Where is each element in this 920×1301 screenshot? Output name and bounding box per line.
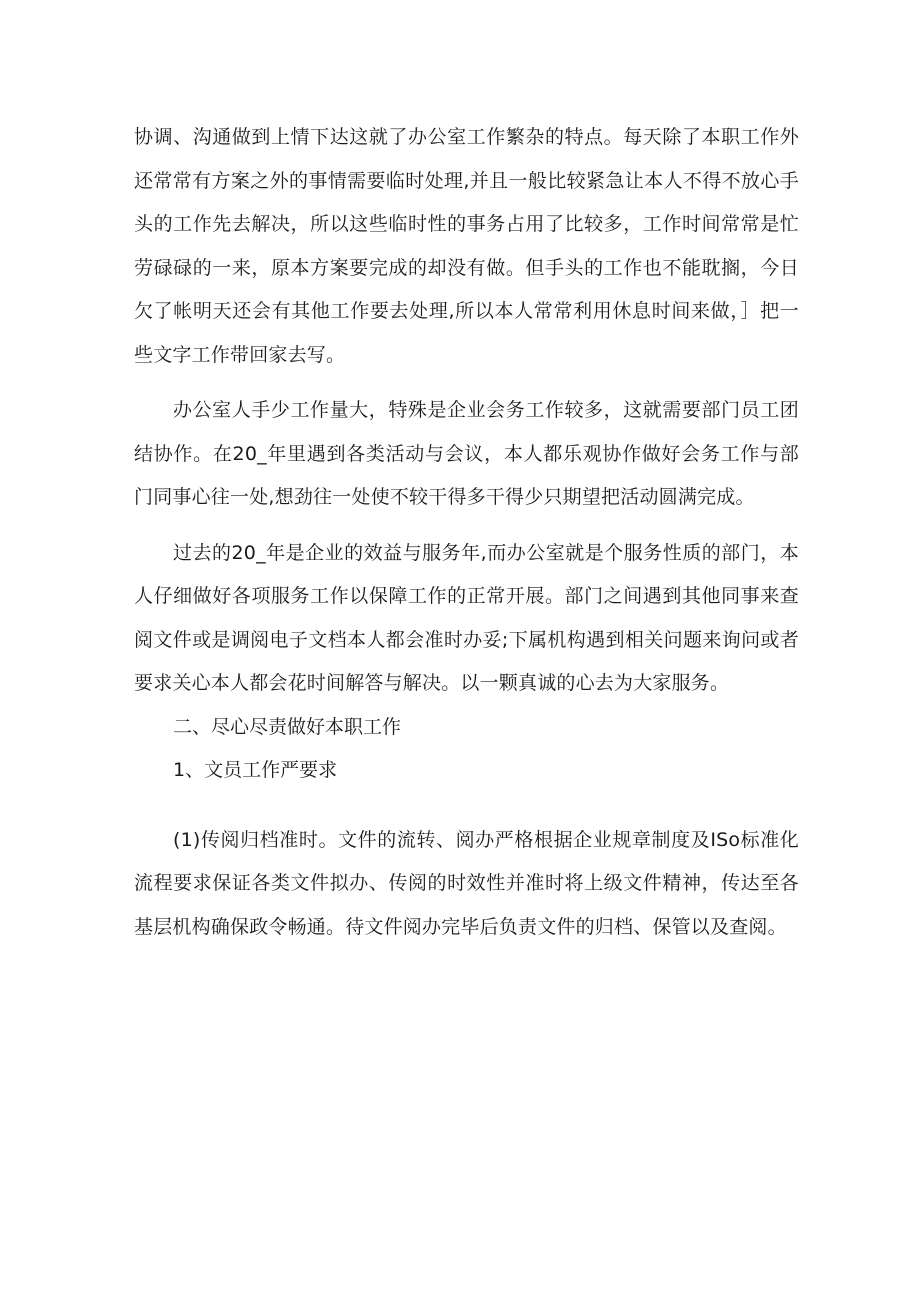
sub-heading: 1、文员工作严要求 — [173, 759, 338, 781]
document-body — [134, 116, 799, 949]
paragraph-teamwork: 办公室人手少工作量大，特殊是企业会务工作较多，这就需要部门员工团结协作。在20_年里遇到各类活动与会议，本人都乐观协作做好会务工作与部门同事心往一处,想劲往一处使不较干得多干得少只期望把活动圆满完成。 — [134, 399, 799, 508]
paragraph-document-circulation: (1)传阅归档准时。文件的流转、阅办严格根据企业规章制度及ISo标准化流程要求保证各类文件拟办、传阅的时效性并准时将上级文件精神，传达至各基层机构确保政令畅通。待文件阅办完毕后负责文件的归档、保管以及查阅。 — [134, 828, 799, 938]
paragraph-service-year: 过去的20_年是企业的效益与服务年,而办公室就是个服务性质的部门，本人仔细做好各项服务工作以保障工作的正常开展。部门之间遇到其他同事来查阅文件或是调阅电子文档本人都会准时办妥;下属机构遇到相关问题来询问或者要求关心本人都会花时间解答与解决。以一颗真诚的心去为大家服务。 — [134, 541, 799, 694]
section-heading: 二、尽心尽责做好本职工作 — [173, 715, 402, 738]
paragraph-office-coordination: 协调、沟通做到上情下达这就了办公室工作繁杂的特点。每天除了本职工作外还常常有方案之外的事情需要临时处理,并且一般比较紧急让本人不得不放心手头的工作先去解决，所以这些临时性的事务占用了比较多，工作时间常常是忙劳碌碌的一来，原本方案要完成的却没有做。但手头的工作也不能耽搁，今日欠了帐明天还会有其他工作要去处理,所以本人常常利用休息时间来做，］把一些文字工作带回家去写。 — [134, 126, 799, 366]
